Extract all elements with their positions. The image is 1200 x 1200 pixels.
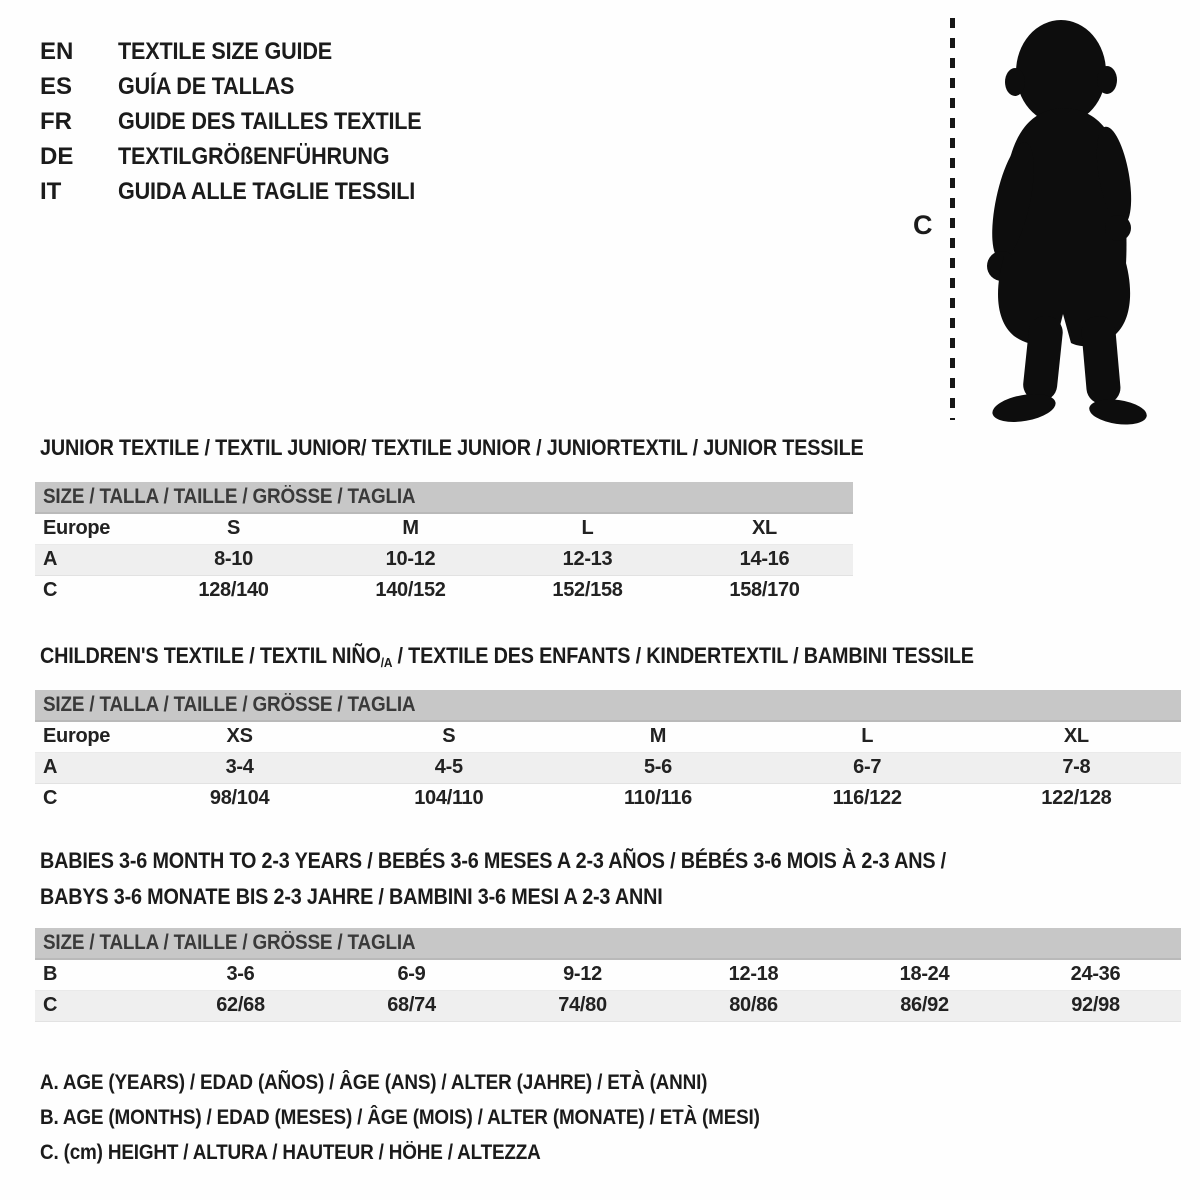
size-cell: 3-6: [226, 963, 255, 986]
junior-section-title: JUNIOR TEXTILE / TEXTIL JUNIOR/ TEXTILE JUNIOR / JUNIORTEXTIL / JUNIOR TESSILE: [40, 435, 864, 460]
size-header-cell: SIZE / TALLA / TAILLE / GRÖSSE / TAGLIA: [35, 928, 1181, 959]
guide-title-es: GUÍA DE TALLAS: [118, 72, 295, 100]
size-cell: L: [581, 517, 594, 540]
size-cell: 10-12: [322, 544, 499, 575]
size-cell: 152/158: [499, 575, 676, 606]
size-cell: L: [861, 725, 874, 748]
size-cell: 18-24: [899, 963, 950, 986]
language-row-it: [40, 174, 455, 209]
language-code: IT: [40, 177, 62, 205]
size-cell: 12-18: [728, 963, 779, 986]
height-measure-label: C: [913, 210, 933, 240]
size-cell: M: [402, 517, 419, 540]
row-label-cell: Europe: [43, 517, 111, 540]
size-header-row: [35, 482, 853, 513]
table-row-height-cm: [35, 990, 1181, 1021]
size-header-cell: SIZE / TALLA / TAILLE / GRÖSSE / TAGLIA: [35, 690, 1181, 721]
nino-a-subscript: /A: [380, 654, 393, 670]
size-header-row: [35, 690, 1181, 721]
size-cell: 86/92: [839, 990, 1010, 1021]
size-cell: 140/152: [322, 575, 499, 606]
size-cell: 9-12: [563, 963, 602, 986]
babies-section-title: BABIES 3-6 MONTH TO 2-3 YEARS / BEBÉS 3-6 MESES A 2-3 AÑOS / BÉBÉS 3-6 MOIS À 2-3 ANS / BABYS 3-6 MONATE BIS 2-3 JAHRE / BAMBINI 3-6 MESI A 2-3 ANNI: [40, 848, 946, 909]
table-row-age-years: [35, 544, 853, 575]
size-cell: 6-7: [763, 752, 972, 783]
size-cell: 6-9: [397, 963, 426, 986]
guide-title-en: TEXTILE SIZE GUIDE: [118, 37, 332, 65]
language-row-en: [40, 34, 455, 69]
language-code: ES: [40, 72, 73, 100]
guide-title-de: TEXTILGRÖßENFÜHRUNG: [118, 142, 390, 170]
size-cell: 68/74: [326, 990, 497, 1021]
size-cell: 92/98: [1010, 990, 1181, 1021]
language-row-fr: [40, 104, 455, 139]
row-label-cell: A: [35, 752, 135, 783]
size-cell: 128/140: [145, 575, 322, 606]
language-code: EN: [40, 37, 74, 65]
row-label-cell: C: [35, 990, 155, 1021]
height-measure-dashed-line: [950, 18, 955, 420]
size-cell: 14-16: [676, 544, 853, 575]
legend-age-years: A. AGE (YEARS) / EDAD (AÑOS) / ÂGE (ANS) / ALTER (JAHRE) / ETÀ (ANNI): [40, 1071, 708, 1094]
language-code: FR: [40, 107, 72, 135]
size-cell: 7-8: [972, 752, 1181, 783]
table-row-age-years: [35, 752, 1181, 783]
size-cell: 4-5: [344, 752, 553, 783]
table-row-europe: [35, 721, 1181, 752]
row-label-cell: Europe: [43, 725, 111, 748]
size-cell: 74/80: [497, 990, 668, 1021]
toddler-silhouette-icon: [967, 16, 1149, 426]
babies-size-table: [35, 928, 1181, 1022]
size-cell: 104/110: [344, 783, 553, 814]
guide-title-it: GUIDA ALLE TAGLIE TESSILI: [118, 177, 416, 205]
row-label-cell: A: [35, 544, 145, 575]
guide-title-fr: GUIDE DES TAILLES TEXTILE: [118, 107, 422, 135]
size-cell: 122/128: [972, 783, 1181, 814]
children-size-table: [35, 690, 1181, 814]
legend-height-cm: C. (cm) HEIGHT / ALTURA / HAUTEUR / HÖHE / ALTEZZA: [40, 1141, 541, 1164]
table-row-height-cm: [35, 783, 1181, 814]
size-cell: S: [226, 517, 241, 540]
size-cell: 80/86: [668, 990, 839, 1021]
table-row-europe: [35, 513, 853, 544]
language-row-de: [40, 139, 455, 174]
size-cell: 62/68: [155, 990, 326, 1021]
row-label-cell: B: [43, 963, 58, 986]
size-cell: 98/104: [135, 783, 344, 814]
junior-size-table: [35, 482, 853, 606]
size-cell: M: [649, 725, 667, 748]
language-code: DE: [40, 142, 74, 170]
size-cell: XS: [226, 725, 253, 748]
table-row-age-months: [35, 959, 1181, 990]
size-cell: 12-13: [499, 544, 676, 575]
size-cell: S: [442, 725, 456, 748]
size-cell: 3-4: [135, 752, 344, 783]
size-header-row: [35, 928, 1181, 959]
size-cell: 110/116: [553, 783, 762, 814]
row-label-cell: C: [35, 783, 135, 814]
size-cell: 24-36: [1070, 963, 1121, 986]
size-cell: 8-10: [145, 544, 322, 575]
height-measure-figure: [905, 8, 1185, 433]
table-row-height-cm: [35, 575, 853, 606]
size-cell: XL: [1063, 725, 1089, 748]
size-cell: XL: [752, 517, 777, 540]
language-title-list: [40, 34, 455, 209]
language-row-es: [40, 69, 455, 104]
row-label-cell: C: [35, 575, 145, 606]
size-cell: 158/170: [676, 575, 853, 606]
measure-legend: [40, 1071, 840, 1176]
size-header-cell: SIZE / TALLA / TAILLE / GRÖSSE / TAGLIA: [35, 482, 853, 513]
size-cell: 116/122: [763, 783, 972, 814]
size-cell: 5-6: [553, 752, 762, 783]
children-section-title: CHILDREN'S TEXTILE / TEXTIL $NIÑO_{/A}$ / TEXTILE DES ENFANTS / KINDERTEXTIL / BAMBINI TESSILE: [40, 643, 974, 670]
legend-age-months: B. AGE (MONTHS) / EDAD (MESES) / ÂGE (MOIS) / ALTER (MONATE) / ETÀ (MESI): [40, 1106, 760, 1129]
